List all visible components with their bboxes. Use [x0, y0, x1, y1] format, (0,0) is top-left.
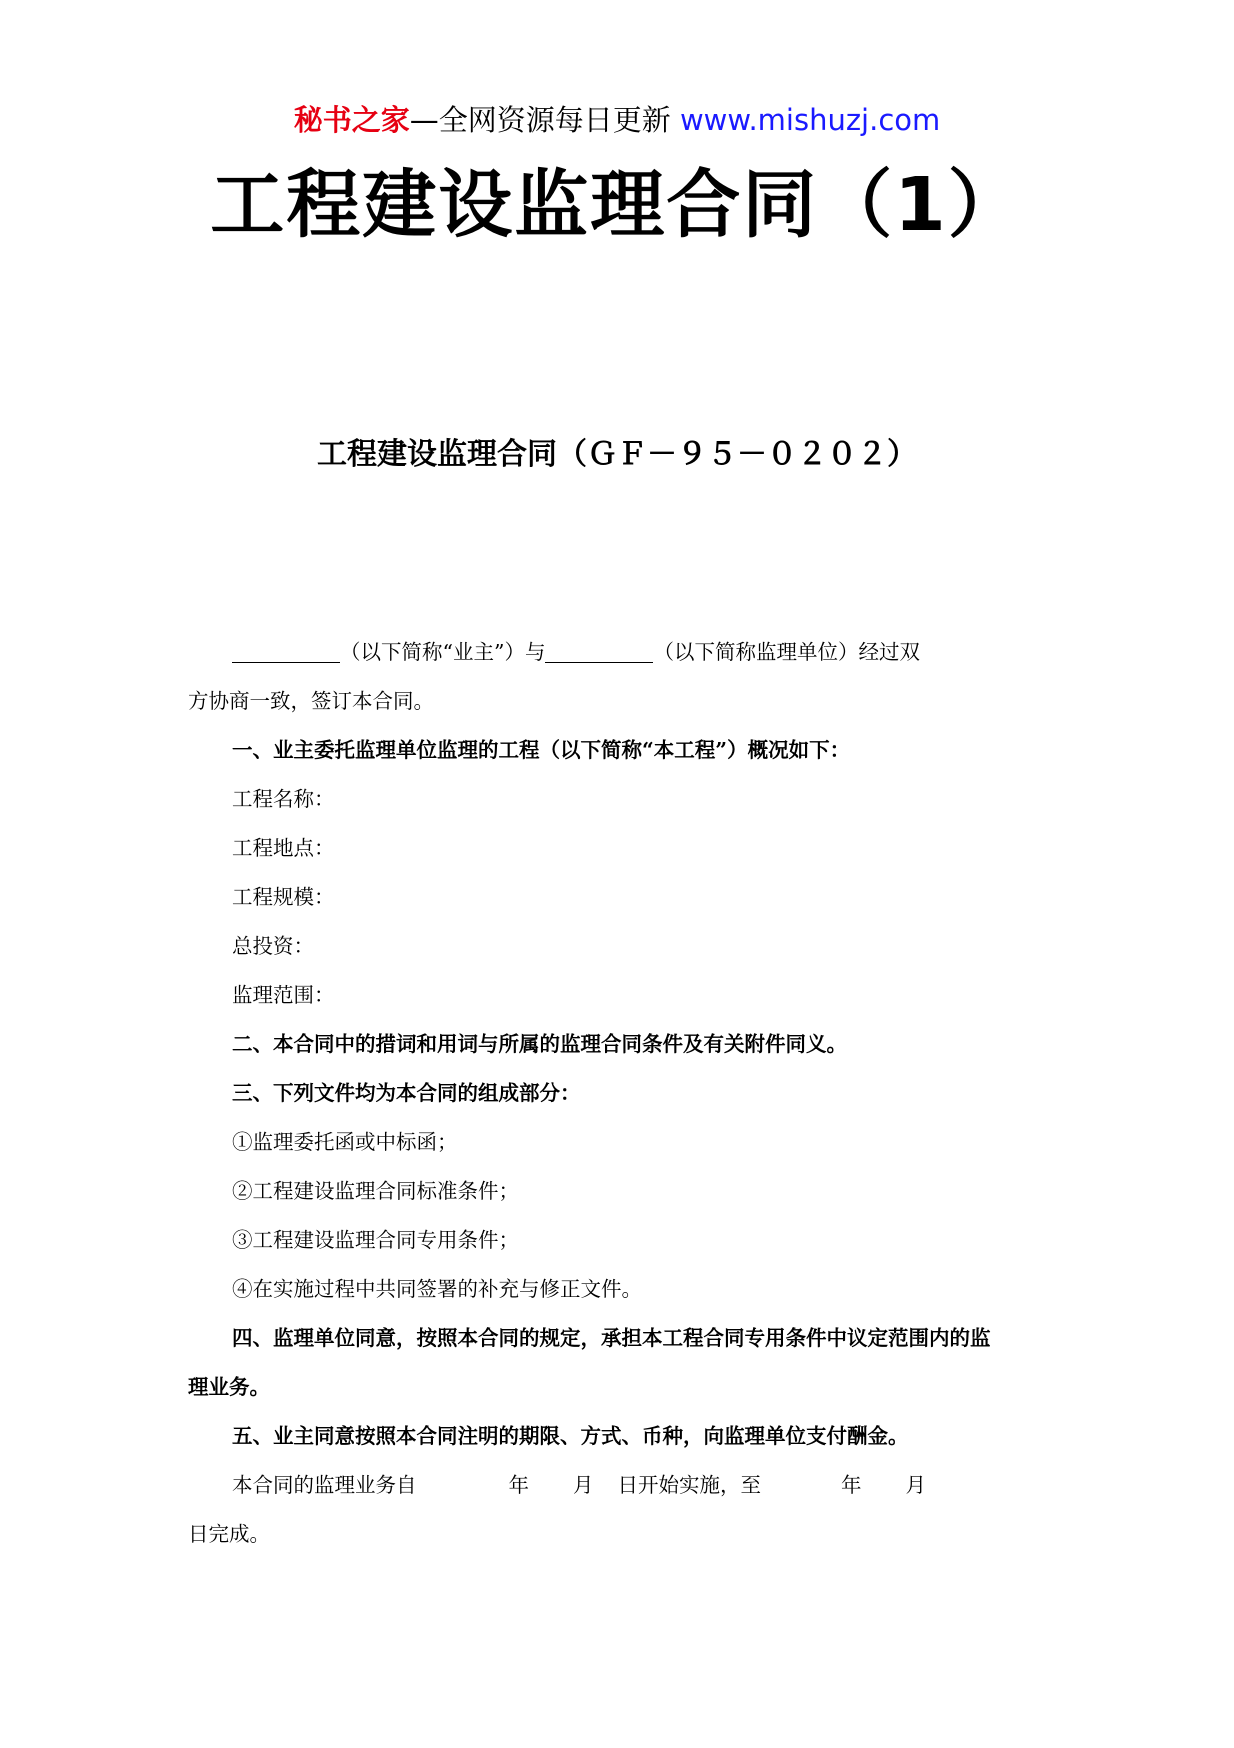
site-header	[0, 100, 1234, 140]
section4-line2: 理业务。	[188, 1375, 270, 1399]
section5-text: 五、业主同意按照本合同注明的期限、方式、币种，向监理单位支付酬金。	[232, 1424, 909, 1448]
header-slogan: —全网资源每日更新	[409, 103, 680, 137]
project-scale-field: 工程规模：	[232, 885, 335, 909]
period-start-suffix: 日开始实施，至	[617, 1473, 761, 1497]
site-url-link[interactable]: www.mishuzj.com	[679, 103, 941, 137]
section3-item: ①监理委托函或中标函；	[232, 1130, 458, 1154]
end-month-label: 月	[905, 1473, 926, 1497]
contract-subtitle: 工程建设监理合同（ＧＦ－９５－０２０２）	[317, 437, 917, 472]
document-title: 工程建设监理合同（1）	[210, 162, 1024, 248]
period-end-line: 日完成。	[188, 1522, 270, 1546]
section3-heading: 三、下列文件均为本合同的组成部分：	[232, 1081, 581, 1105]
intro-part2: （以下简称监理单位）经过双	[653, 640, 920, 664]
project-location-field: 工程地点：	[232, 836, 335, 860]
owner-name-blank	[232, 640, 340, 663]
section1-heading: 一、业主委托监理单位监理的工程（以下简称“本工程”）概况如下：	[232, 738, 851, 762]
section2-text: 二、本合同中的措词和用词与所属的监理合同条件及有关附件同义。	[232, 1032, 847, 1056]
intro-continuation: 方协商一致，签订本合同。	[188, 689, 434, 713]
project-name-field: 工程名称：	[232, 787, 335, 811]
section3-item: ④在实施过程中共同签署的补充与修正文件。	[232, 1277, 642, 1301]
contract-body	[188, 632, 1048, 1563]
intro-line	[188, 632, 1048, 681]
start-year-label: 年	[508, 1473, 529, 1497]
brand-name: 秘书之家	[293, 103, 410, 137]
start-month-label: 月	[573, 1473, 594, 1497]
section4-line1: 四、监理单位同意，按照本合同的规定，承担本工程合同专用条件中议定范围内的监	[232, 1326, 991, 1350]
total-investment-field: 总投资：	[232, 934, 314, 958]
section3-item: ③工程建设监理合同专用条件；	[232, 1228, 519, 1252]
supervision-scope-field: 监理范围：	[232, 983, 335, 1007]
supervisor-name-blank	[545, 640, 653, 663]
period-start-label: 本合同的监理业务自	[232, 1473, 417, 1497]
end-year-label: 年	[841, 1473, 862, 1497]
intro-part1: （以下简称“业主”）与	[340, 640, 546, 664]
period-line	[188, 1465, 1048, 1514]
section3-item: ②工程建设监理合同标准条件；	[232, 1179, 519, 1203]
